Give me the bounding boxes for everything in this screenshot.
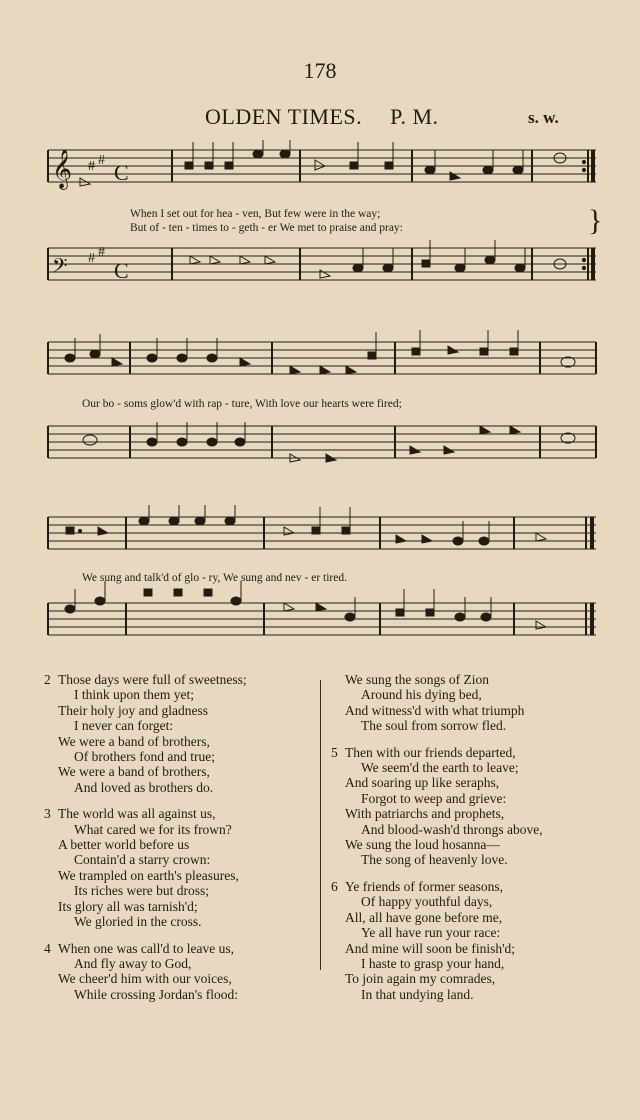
verse-text: Those days were full of sweetness; xyxy=(58,672,247,687)
verse-text: In that undying land. xyxy=(361,986,474,1002)
verse-text: The world was all against us, xyxy=(58,806,216,822)
svg-text:𝄢: 𝄢 xyxy=(52,254,68,282)
verses-right-column xyxy=(331,672,543,1013)
author-initials: s. w. xyxy=(528,108,559,127)
verse-line xyxy=(58,837,247,852)
verse-text: I haste to grasp your hand, xyxy=(361,955,505,971)
verse-text: And witness'd with what triumph xyxy=(345,702,525,718)
meter: P. M. xyxy=(390,104,439,129)
verse-line xyxy=(44,672,247,687)
lyric-line-4: We sung and talk'd of glo - ry, We sung and nev - er tired. xyxy=(82,572,347,584)
svg-text:C: C xyxy=(114,160,129,185)
verse-text: The song of heavenly love. xyxy=(361,852,508,868)
verse-text: While crossing Jordan's flood: xyxy=(74,986,239,1002)
verse-line xyxy=(345,956,543,971)
verse-line xyxy=(345,775,543,790)
verse-line xyxy=(345,703,543,718)
verse-line xyxy=(58,956,247,971)
stanza xyxy=(331,878,543,1002)
verse-line xyxy=(345,987,543,1002)
verse-line xyxy=(331,744,543,760)
verse-line xyxy=(44,806,247,822)
verse-text: Their holy joy and gladness xyxy=(58,702,208,718)
verse-line xyxy=(345,760,543,775)
verse-line xyxy=(345,925,543,940)
verse-number: 6 xyxy=(331,878,338,894)
verse-text: And soaring up like seraphs, xyxy=(345,775,500,791)
verse-text: Contain'd a starry crown: xyxy=(74,852,211,868)
verse-text: Its riches were but dross; xyxy=(74,883,209,899)
verse-line xyxy=(345,837,543,852)
verse-number: 5 xyxy=(331,744,338,760)
verse-line xyxy=(58,868,247,883)
verse-text: A better world before us xyxy=(58,837,190,853)
verse-text: And mine will soon be finish'd; xyxy=(345,940,516,956)
verse-text: With patriarchs and prophets, xyxy=(345,806,505,822)
verse-line xyxy=(58,687,247,702)
verse-line xyxy=(58,749,247,764)
verse-line xyxy=(58,734,247,749)
verse-text: Its glory all was tarnish'd; xyxy=(58,898,198,914)
stanza xyxy=(331,744,543,868)
page-number: 178 xyxy=(303,58,337,83)
verse-line xyxy=(345,687,543,702)
verse-text: Forgot to weep and grieve: xyxy=(361,790,507,806)
verse-line xyxy=(58,703,247,718)
verse-text: All, all have gone before me, xyxy=(345,909,503,925)
verses-left-column xyxy=(44,672,247,1013)
hymn-title: OLDEN TIMES. xyxy=(205,104,363,129)
lyric-brace: } xyxy=(588,204,603,237)
verse-text: We cheer'd him with our voices, xyxy=(58,971,232,987)
verse-text: Of happy youthful days, xyxy=(361,894,493,910)
verse-line xyxy=(345,941,543,956)
verse-text: I think upon them yet; xyxy=(74,687,194,703)
verse-line xyxy=(331,878,543,894)
verse-text: We seem'd the earth to leave; xyxy=(361,760,519,776)
verse-line xyxy=(58,822,247,837)
stanza xyxy=(44,672,247,795)
verse-text: We gloried in the cross. xyxy=(74,914,202,930)
verse-line xyxy=(345,822,543,837)
verse-number: 4 xyxy=(44,940,51,956)
stanza xyxy=(345,672,543,734)
verse-text: And blood-wash'd throngs above, xyxy=(361,821,543,837)
lyric-line-3: Our bo - soms glow'd with rap - ture, With love our hearts were fired; xyxy=(82,398,402,410)
verse-text: Around his dying bed, xyxy=(361,687,482,703)
svg-text:#: # xyxy=(98,245,105,260)
verse-line xyxy=(58,852,247,867)
verse-line xyxy=(345,894,543,909)
verse-line xyxy=(345,910,543,925)
verse-text: Ye friends of former seasons, xyxy=(345,878,503,894)
verse-line xyxy=(58,718,247,733)
verse-text: And fly away to God, xyxy=(74,955,192,971)
lyric-line-1: When I set out for hea - ven, But few were in the way; xyxy=(130,208,381,220)
verse-number: 3 xyxy=(44,806,51,822)
verse-line xyxy=(345,852,543,867)
verse-line xyxy=(58,971,247,986)
verse-line xyxy=(345,971,543,986)
svg-text:C: C xyxy=(114,258,129,283)
verse-text: Of brothers fond and true; xyxy=(74,749,215,765)
verse-line xyxy=(58,987,247,1002)
verse-line xyxy=(345,806,543,821)
verse-text: What cared we for its frown? xyxy=(74,821,232,837)
verse-text: We trampled on earth's pleasures, xyxy=(58,867,239,883)
verse-text: We were a band of brothers, xyxy=(58,764,210,780)
svg-text:𝄞: 𝄞 xyxy=(52,149,73,189)
verse-number: 2 xyxy=(44,672,51,687)
verse-line xyxy=(58,780,247,795)
verse-line xyxy=(58,764,247,779)
verse-line xyxy=(58,914,247,929)
verse-text: To join again my comrades, xyxy=(345,971,496,987)
verse-text: And loved as brothers do. xyxy=(74,779,214,795)
verse-text: We sung the loud hosanna— xyxy=(345,837,500,853)
verse-text: I never can forget: xyxy=(74,718,174,734)
verse-line xyxy=(345,791,543,806)
verse-text: When one was call'd to leave us, xyxy=(58,940,234,956)
hymn-title-row xyxy=(205,104,439,130)
stanza xyxy=(44,940,247,1003)
verse-text: The soul from sorrow fled. xyxy=(361,718,507,734)
verse-line xyxy=(58,883,247,898)
verse-text: Then with our friends departed, xyxy=(345,744,516,760)
verse-line xyxy=(44,940,247,956)
svg-text:#: # xyxy=(88,251,95,266)
verse-text: We were a band of brothers, xyxy=(58,733,210,749)
svg-text:#: # xyxy=(88,159,95,174)
svg-text:#: # xyxy=(98,153,105,168)
verse-line xyxy=(345,718,543,733)
verse-line xyxy=(58,899,247,914)
stanza xyxy=(44,806,247,930)
column-divider xyxy=(320,680,321,970)
verse-text: We sung the songs of Zion xyxy=(345,672,490,687)
verse-line xyxy=(345,672,543,687)
lyric-line-2: But of - ten - times to - geth - er We met to praise and pray: xyxy=(130,222,403,234)
verse-text: Ye all have run your race: xyxy=(361,925,501,941)
